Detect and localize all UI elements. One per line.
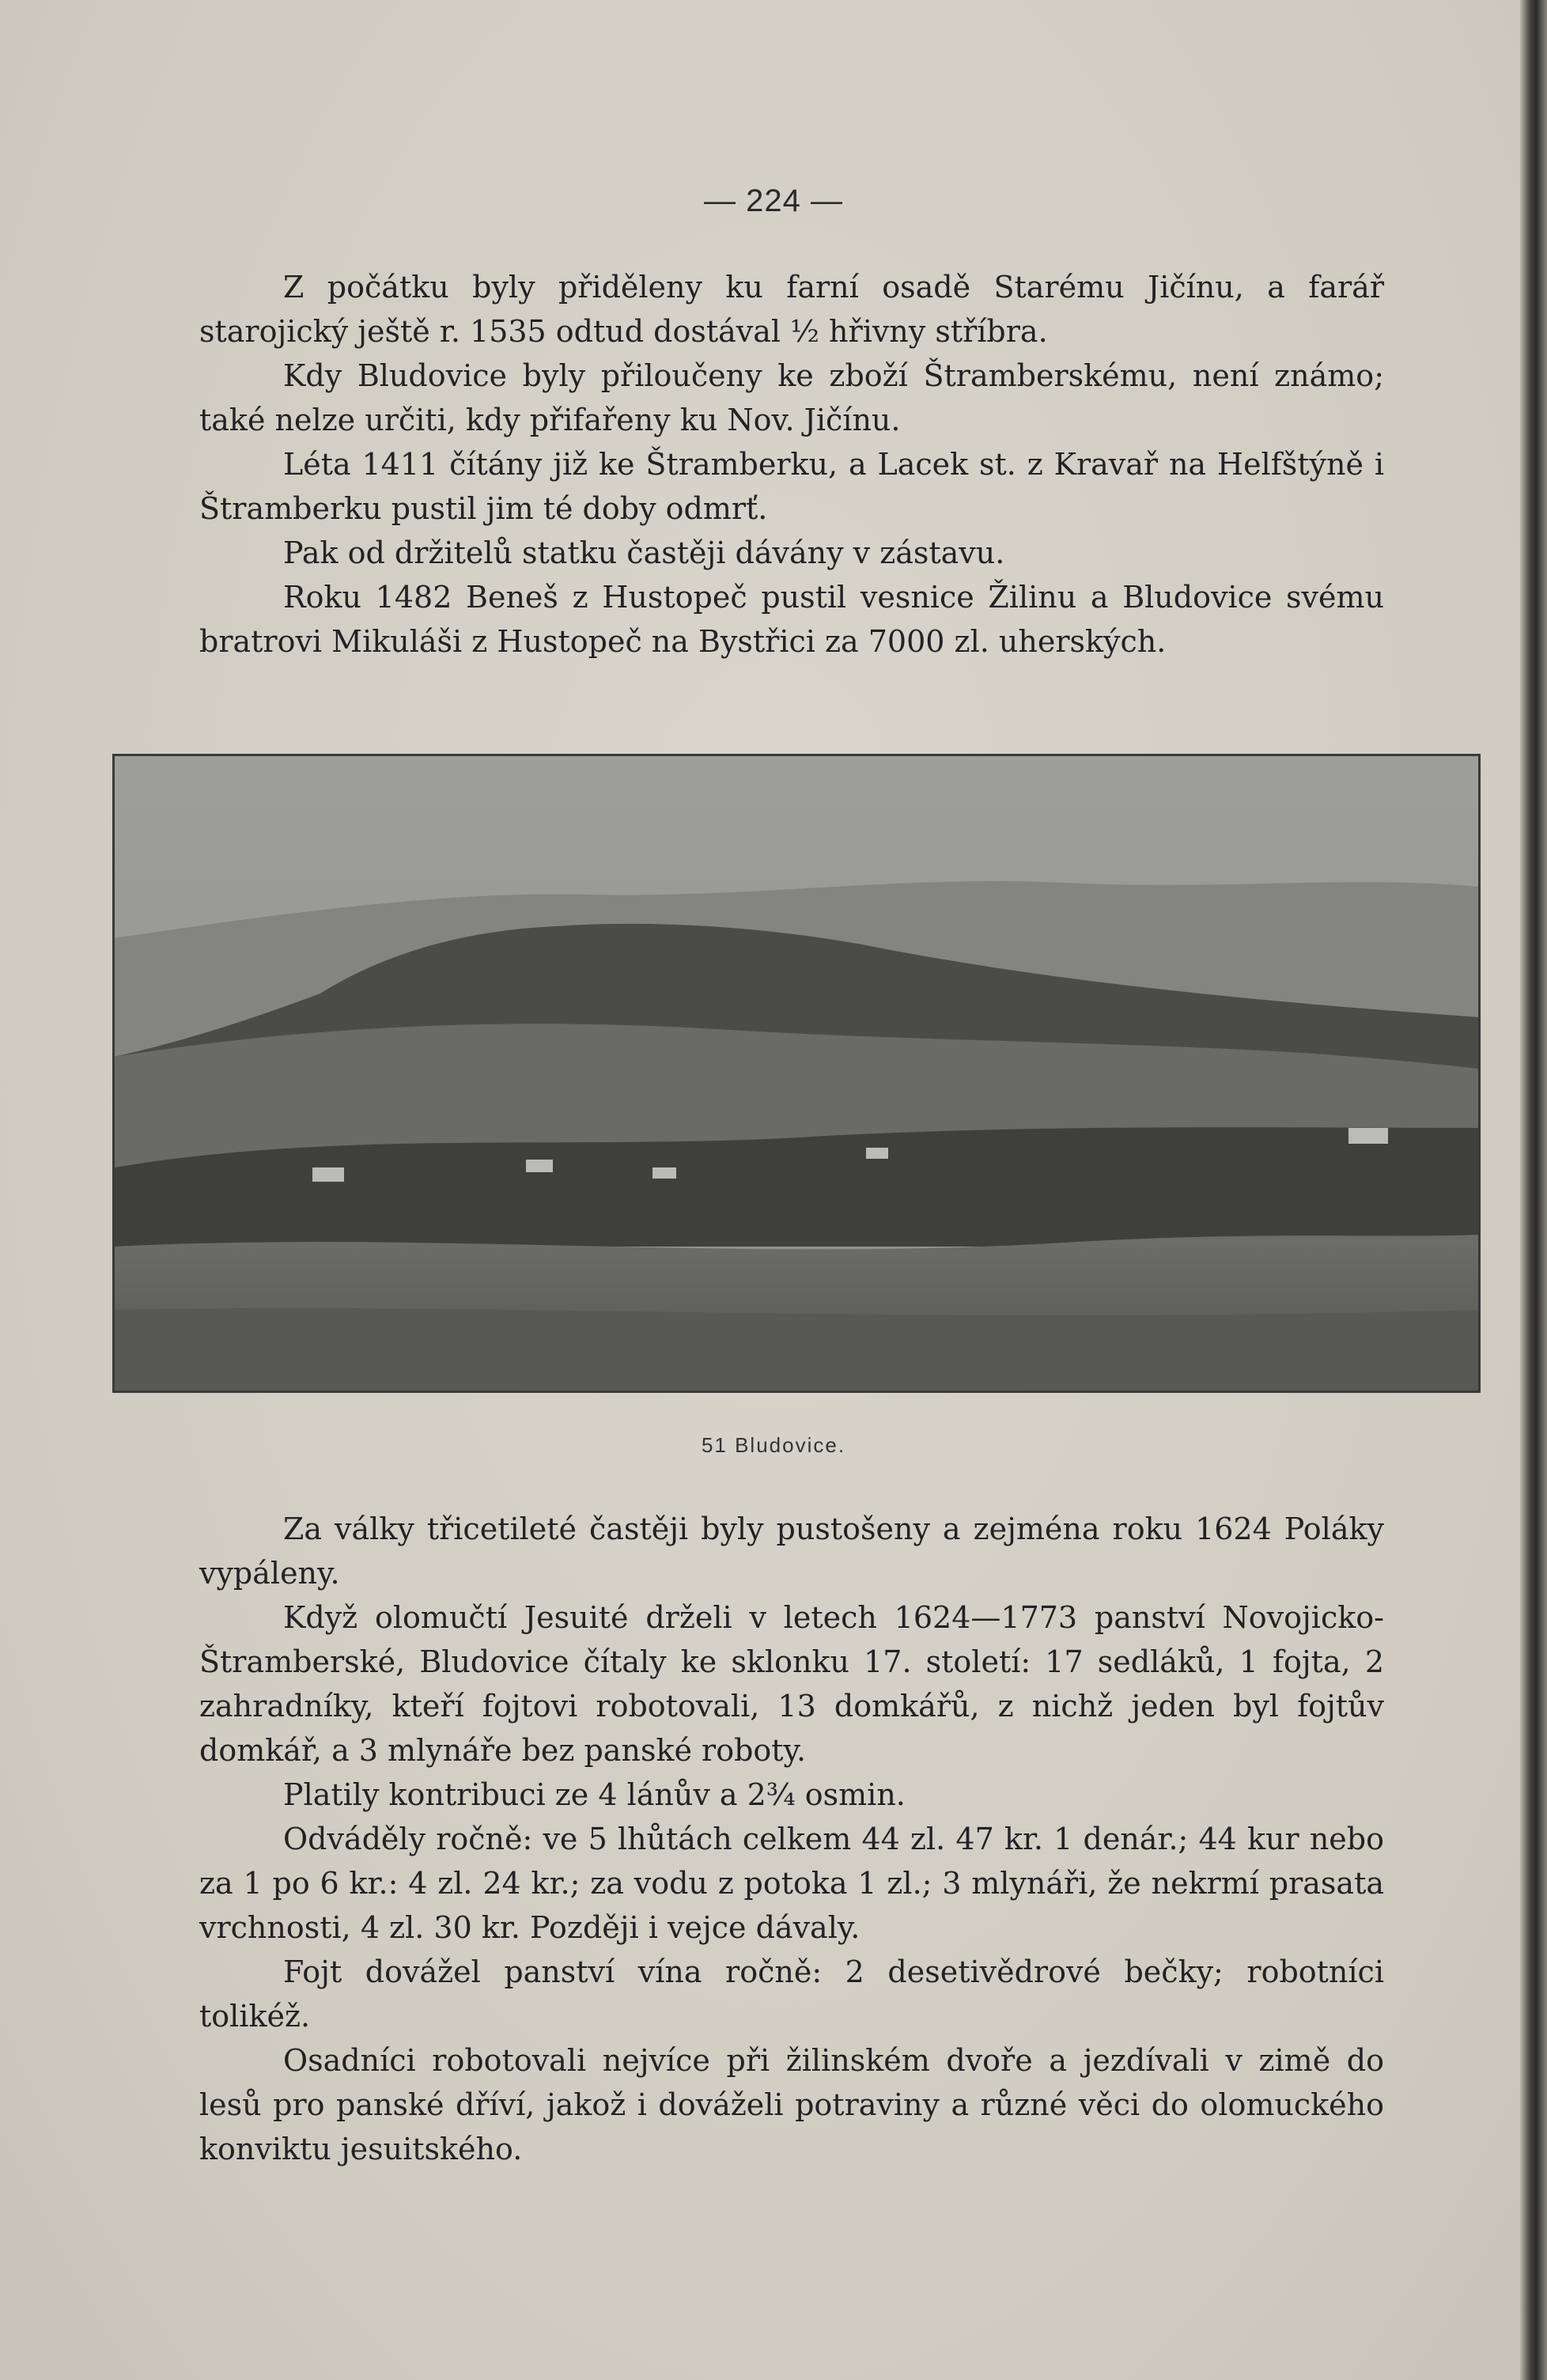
paragraph: Pak od držitelů statku častěji dávány v zástavu. (283, 535, 1005, 570)
text-block-bottom (199, 1507, 1384, 2171)
landscape-photo-image (115, 756, 1478, 1391)
landscape-photo (112, 754, 1481, 1393)
paragraph: Odváděly ročně: ve 5 lhůtách celkem 44 zl. 47 kr. 1 denár.; 44 kur nebo za 1 po 6 kr.: 4 zl. 24 kr.; za vodu z potoka 1 zl.; 3 mlynáři, že nekrmí prasata vrchnosti, 4 zl. 30 kr. Později i vejce dávaly. (199, 1822, 1384, 1945)
paragraph: Z počátku byly přiděleny ku farní osadě Starému Jičínu, a farář starojický ještě r. 1535 odtud dostával ½ hřivny stříbra. (199, 270, 1384, 349)
paragraph: Kdy Bludovice byly přiloučeny ke zboží Štramberskému, není známo; také nelze určiti, kdy přifařeny ku Nov. Jičínu. (199, 358, 1384, 437)
paragraph: Roku 1482 Beneš z Hustopeč pustil vesnice Žilinu a Bludovice svému bratrovi Mikuláši z Hustopeč na Bystřici za 7000 zl. uherských. (199, 580, 1384, 659)
paragraph: Platily kontribuci ze 4 lánův a 2¾ osmin. (283, 1777, 906, 1812)
paragraph: Fojt dovážel panství vína ročně: 2 desetivědrové bečky; robotníci tolikéž. (199, 1954, 1384, 2034)
text-block-top (199, 265, 1384, 664)
paragraph: Léta 1411 čítány již ke Štramberku, a Lacek st. z Kravař na Helfštýně i Štramberku pustil jim té doby odmrť. (199, 447, 1384, 526)
paragraph: Za války třicetileté častěji byly pustošeny a zejména roku 1624 Poláky vypáleny. (199, 1512, 1384, 1591)
paragraph: Když olomučtí Jesuité drželi v letech 1624—1773 panství Novojicko-Štramberské, Bludovice čítaly ke sklonku 17. století: 17 sedláků, 1 fojta, 2 zahradníky, kteří fojtovi robotovali, 13 domkářů, z nichž jeden byl fojtův domkář, a 3 mlynáře bez panské roboty. (199, 1600, 1384, 1768)
figure-caption: 51 Bludovice. (701, 1433, 846, 1457)
paragraph: Osadníci robotovali nejvíce při žilinském dvoře a jezdívali v zimě do lesů pro panské dříví, jakož i dováželi potraviny a různé věci do olomuckého konviktu jesuitského. (199, 2043, 1384, 2166)
page-number: — 224 — (704, 184, 843, 218)
foreground-ground (115, 1308, 1478, 1391)
page-edge-shadow (1520, 0, 1547, 2380)
